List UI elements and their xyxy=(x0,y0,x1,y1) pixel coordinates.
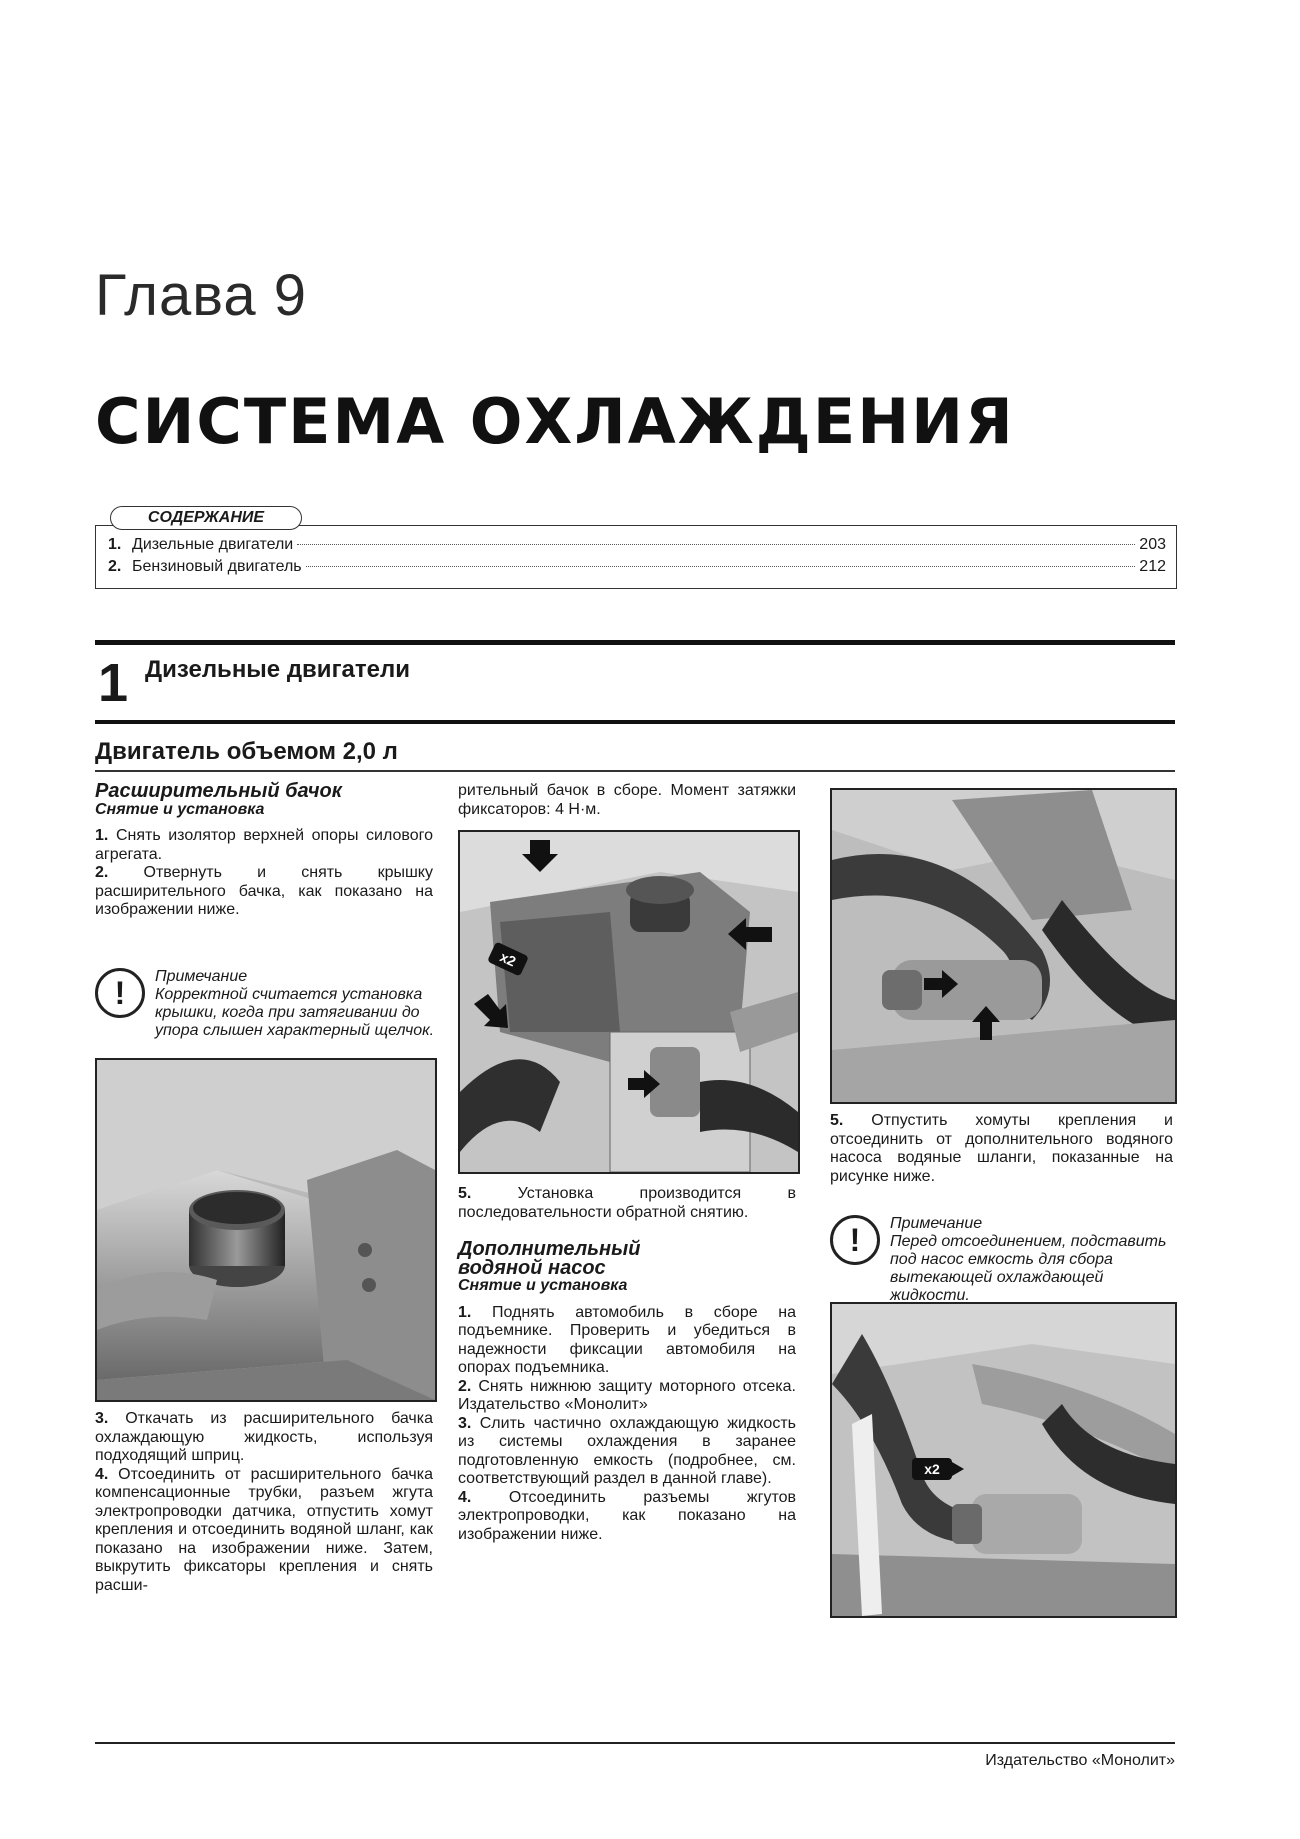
step: 1. Снять изолятор верхней опоры силового агрегата. xyxy=(95,827,433,863)
toc-header: СОДЕРЖАНИЕ xyxy=(110,506,302,530)
photo-label: x2 xyxy=(924,1461,940,1477)
step: 3. Слить частично охлаждающую жидкость из системы охлаждения в заранее подготовленную емкость (подробнее, см. соответствующий раздел в данной главе). xyxy=(458,1414,796,1487)
warning-icon: ! xyxy=(830,1215,880,1265)
toc-item-page: 212 xyxy=(1139,558,1166,575)
toc-dots xyxy=(297,544,1135,545)
warning-icon: ! xyxy=(95,968,145,1018)
footer-rule xyxy=(95,1742,1175,1744)
column-1-continued xyxy=(95,1410,433,1595)
note-label: Примечание xyxy=(155,968,248,985)
column-3 xyxy=(830,1112,1173,1186)
section-top-rule xyxy=(95,640,1175,645)
continued-text: рительный бачок в сборе. Момент затяжки фиксаторов: 4 Н·м. xyxy=(458,782,796,818)
photo-pump-connectors xyxy=(830,788,1177,1104)
section-title: Дизельные двигатели xyxy=(145,656,411,683)
column-2-top xyxy=(458,782,796,819)
section-bottom-rule xyxy=(95,720,1175,724)
column-1 xyxy=(95,782,433,920)
chapter-title: СИСТЕМА ОХЛАЖДЕНИЯ xyxy=(95,385,1015,458)
step: 5. Установка производится в последовательности обратной снятию. xyxy=(458,1185,796,1221)
subsection-rule xyxy=(95,770,1175,772)
footer-publisher: Издательство «Монолит» xyxy=(985,1752,1175,1769)
toc-item-num: 2. xyxy=(108,558,122,575)
step: 4. Отсоединить от расширительного бачка компенсационные трубки, разъем жгута электропроводки датчика, отпустить хомут крепления и отсоединить водяной шланг, как показано на изображении ниже. Затем, выкрутить фиксаторы крепления и снять расши- xyxy=(95,1465,434,1594)
photo-expansion-tank-mount xyxy=(458,830,800,1174)
step: 4. Отсоединить разъемы жгутов электропроводки, как показано на изображении ниже. xyxy=(458,1488,796,1543)
toc-dots xyxy=(306,566,1136,567)
heading-aux-pump: Дополнительный водяной насос xyxy=(458,1238,641,1279)
toc-item-label: Дизельные двигатели xyxy=(132,536,294,553)
toc-box xyxy=(95,525,1177,589)
step: 2. Отвернуть и снять крышку расширительного бачка, как показано на изображении ниже. xyxy=(95,864,433,918)
toc-item-num: 1. xyxy=(108,536,122,553)
subsection-title: Двигатель объемом 2,0 л xyxy=(95,738,398,765)
step: 3. Откачать из расширительного бачка охлаждающую жидкость, используя подходящий шприц. xyxy=(95,1410,434,1464)
heading-expansion-tank: Расширительный бачок xyxy=(95,780,342,802)
step: 2. Снять нижнюю защиту моторного отсека. Издательство «Монолит» xyxy=(458,1377,796,1413)
column-2 xyxy=(458,1185,796,1544)
photo-pump-hoses xyxy=(830,1302,1177,1618)
toc-item[interactable] xyxy=(108,558,1166,576)
note-1 xyxy=(95,968,435,1040)
subheading-removal: Снятие и установка xyxy=(95,800,265,818)
photo-expansion-tank-cap xyxy=(95,1058,437,1402)
toc-item-label: Бензиновый двигатель xyxy=(132,558,302,575)
note-2 xyxy=(830,1215,1175,1305)
step: 1. Поднять автомобиль в сборе на подъемнике. Проверить и убедиться в надежности фиксации автомобиля на опорах подъемника. xyxy=(458,1303,796,1376)
photo-label: x2 xyxy=(497,948,519,970)
toc-item[interactable] xyxy=(108,536,1166,554)
note-label: Примечание xyxy=(890,1215,983,1232)
note-text: Корректной считается установка крышки, когда при затягивании до упора слышен характерный щелчок. xyxy=(155,986,435,1039)
subheading-removal: Снятие и установка xyxy=(458,1277,628,1294)
toc-item-page: 203 xyxy=(1139,536,1166,553)
note-text: Перед отсоединением, подставить под насос емкость для сбора вытекающей охлаждающей жидкости. xyxy=(890,1233,1167,1304)
section-number: 1 xyxy=(98,653,129,713)
step: 5. Отпустить хомуты крепления и отсоединить от дополнительного водяного насоса водяные шланги, показанные на рисунке ниже. xyxy=(830,1112,1173,1185)
chapter-label: Глава 9 xyxy=(95,263,308,328)
